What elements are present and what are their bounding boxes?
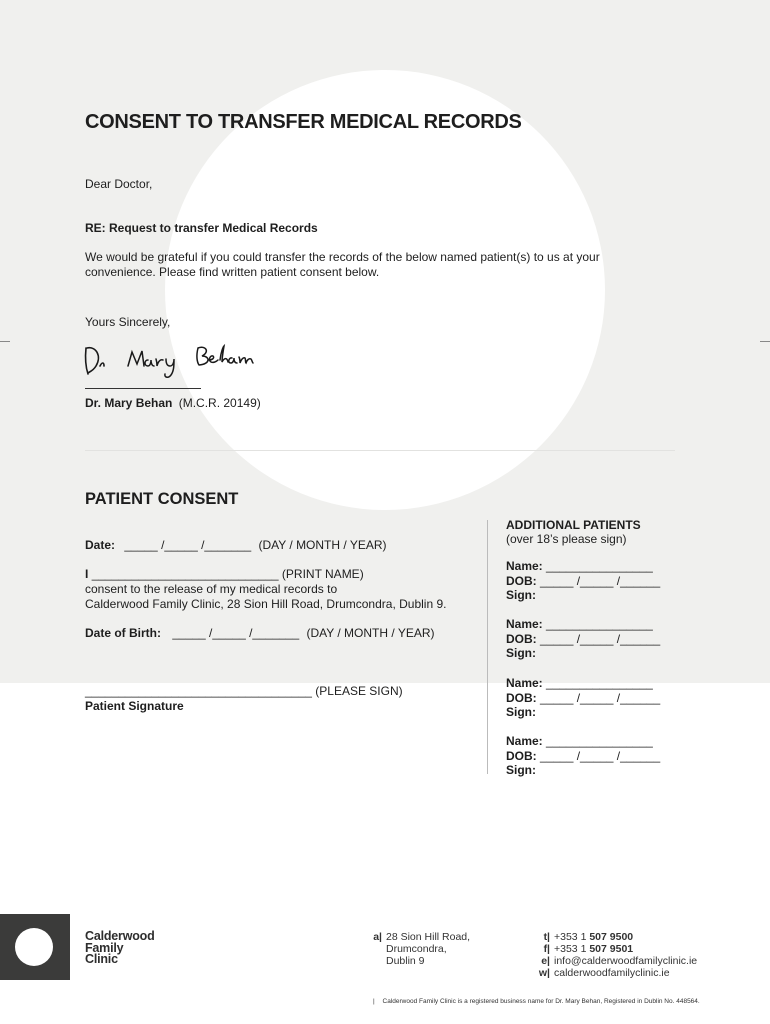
background-circle bbox=[165, 70, 605, 510]
additional-patient-1[interactable] bbox=[506, 559, 686, 603]
print-name-field[interactable]: ____________________________ bbox=[91, 567, 279, 581]
tel-number[interactable]: 507 9500 bbox=[589, 931, 634, 943]
sign-label[interactable]: Sign: bbox=[506, 588, 536, 602]
dob-field[interactable]: _____ /_____ /_______ bbox=[172, 626, 300, 640]
dob-field[interactable]: _____ /_____ /______ bbox=[540, 573, 661, 588]
name-field[interactable]: ________________ bbox=[546, 734, 653, 748]
date-field[interactable]: _____ /_____ /_______ bbox=[124, 538, 252, 552]
name-field[interactable]: ________________ bbox=[546, 676, 653, 690]
legal-bar: | bbox=[373, 998, 375, 1005]
date-row[interactable] bbox=[85, 538, 387, 553]
logo-line-2: Family bbox=[85, 940, 124, 955]
legal-text: Calderwood Family Clinic is a registered business name for Dr. Mary Behan, Registered in Dublin No. 448564. bbox=[382, 998, 700, 1005]
additional-patient-2[interactable] bbox=[506, 617, 686, 661]
name-field[interactable]: ________________ bbox=[546, 617, 653, 631]
dob-label: DOB: bbox=[506, 748, 537, 763]
tel-prefix: +353 1 bbox=[554, 931, 587, 943]
additional-patient-4[interactable] bbox=[506, 734, 686, 778]
clinic-logo-text bbox=[85, 931, 155, 966]
sign-label[interactable]: Sign: bbox=[506, 705, 536, 719]
web-link[interactable]: calderwoodfamilyclinic.ie bbox=[554, 967, 670, 979]
logo-line-1: Calderwood bbox=[85, 929, 155, 943]
doctor-name: Dr. Mary Behan bbox=[85, 396, 173, 410]
date-hint: (DAY / MONTH / YEAR) bbox=[258, 538, 387, 552]
dob-label: DOB: bbox=[506, 573, 537, 588]
dob-label: DOB: bbox=[506, 631, 537, 646]
body-line-2: convenience. Please find written patient consent below. bbox=[85, 265, 380, 279]
sign-label[interactable]: Sign: bbox=[506, 646, 536, 660]
consent-line-1: consent to the release of my medical records to bbox=[85, 582, 338, 596]
fax-prefix: +353 1 bbox=[554, 943, 587, 955]
i-label: I bbox=[85, 567, 89, 581]
footer-contacts bbox=[530, 931, 697, 979]
patient-sign-row[interactable] bbox=[85, 684, 403, 699]
dob-row[interactable] bbox=[85, 626, 435, 641]
please-sign-hint: (PLEASE SIGN) bbox=[315, 684, 403, 698]
name-field[interactable]: ________________ bbox=[546, 559, 653, 573]
dob-field[interactable]: _____ /_____ /______ bbox=[540, 631, 661, 646]
clinic-logo-mark bbox=[0, 914, 70, 980]
dob-label: Date of Birth: bbox=[85, 626, 161, 640]
name-label: Name: bbox=[506, 617, 543, 631]
footer-address bbox=[362, 931, 470, 967]
email-link[interactable]: info@calderwoodfamilyclinic.ie bbox=[554, 955, 698, 967]
doctor-signature-line bbox=[85, 388, 201, 389]
print-name-row[interactable] bbox=[85, 567, 364, 582]
additional-patient-3[interactable] bbox=[506, 676, 686, 720]
fax-label: f| bbox=[543, 943, 550, 955]
column-divider bbox=[487, 520, 488, 774]
fold-mark-right bbox=[760, 341, 770, 342]
patient-signature-label: Patient Signature bbox=[85, 699, 184, 713]
date-label: Date: bbox=[85, 538, 116, 552]
sign-label[interactable]: Sign: bbox=[506, 763, 536, 777]
logo-circle-icon bbox=[15, 928, 53, 966]
name-label: Name: bbox=[506, 734, 543, 748]
tel-label: t| bbox=[543, 931, 550, 943]
document-title: CONSENT TO TRANSFER MEDICAL RECORDS bbox=[85, 111, 522, 133]
address-line-1: 28 Sion Hill Road, bbox=[386, 931, 471, 943]
dob-hint: (DAY / MONTH / YEAR) bbox=[306, 626, 435, 640]
print-name-hint: (PRINT NAME) bbox=[281, 567, 364, 581]
additional-patients-heading: ADDITIONAL PATIENTS bbox=[506, 518, 641, 532]
body-line-1: We would be grateful if you could transfer the records of the below named patient(s) to us at your bbox=[85, 250, 600, 264]
legal-notice bbox=[373, 998, 700, 1005]
fax-number: 507 9501 bbox=[589, 943, 634, 955]
doctor-name-block bbox=[85, 396, 261, 411]
email-label: e| bbox=[541, 955, 550, 967]
patient-consent-heading: PATIENT CONSENT bbox=[85, 490, 239, 508]
dob-field[interactable]: _____ /_____ /______ bbox=[540, 690, 661, 705]
mcr-number: (M.C.R. 20149) bbox=[178, 396, 261, 410]
section-divider bbox=[85, 450, 675, 451]
dob-label: DOB: bbox=[506, 690, 537, 705]
fold-mark-left bbox=[0, 341, 10, 342]
doctor-signature bbox=[82, 338, 272, 384]
address-label: a| bbox=[373, 931, 382, 943]
greeting: Dear Doctor, bbox=[85, 177, 153, 191]
re-line: RE: Request to transfer Medical Records bbox=[85, 221, 318, 235]
additional-patients-subheading: (over 18’s please sign) bbox=[506, 532, 627, 546]
consent-line-2: Calderwood Family Clinic, 28 Sion Hill Road, Drumcondra, Dublin 9. bbox=[85, 597, 447, 611]
web-label: w| bbox=[538, 967, 550, 979]
address-line-2: Drumcondra, bbox=[386, 943, 447, 955]
closing: Yours Sincerely, bbox=[85, 315, 171, 329]
name-label: Name: bbox=[506, 559, 543, 573]
patient-sign-field[interactable]: __________________________________ bbox=[85, 684, 312, 698]
logo-line-3: Clinic bbox=[85, 952, 118, 966]
name-label: Name: bbox=[506, 676, 543, 690]
address-line-3: Dublin 9 bbox=[386, 955, 425, 967]
dob-field[interactable]: _____ /_____ /______ bbox=[540, 748, 661, 763]
